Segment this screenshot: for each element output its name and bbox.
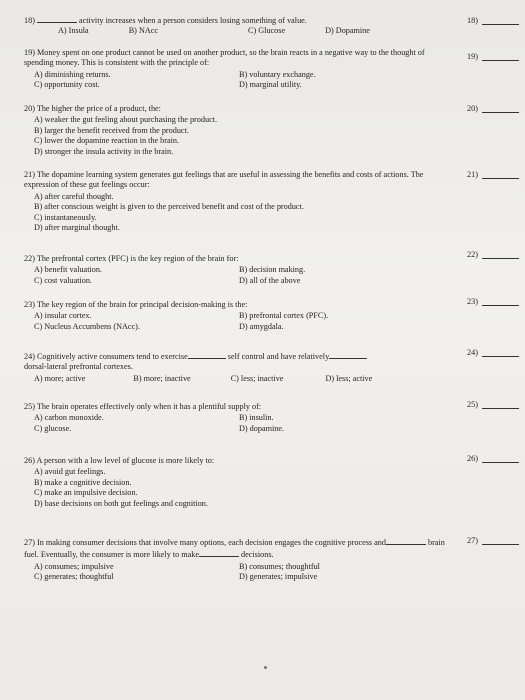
answer-blank-23[interactable]: [467, 297, 519, 306]
option-c: C) glucose.: [34, 423, 72, 433]
question-stem: [24, 48, 449, 69]
options-list: [24, 115, 449, 157]
options-grid: [24, 70, 449, 91]
option-a: A) avoid gut feelings.: [34, 467, 106, 477]
option-b: B) after conscious weight is given to the perceived benefit and cost of the product.: [34, 202, 304, 212]
option-d: D) stronger the insula activity in the brain.: [34, 146, 174, 156]
answer-line[interactable]: [482, 536, 519, 545]
question-number: 26): [24, 456, 35, 465]
question-stem: [24, 536, 454, 561]
answer-blank-27[interactable]: [467, 536, 519, 545]
answer-blank-25[interactable]: [467, 400, 519, 409]
answer-number: 19): [467, 52, 478, 61]
question-number: 22): [24, 254, 35, 263]
question-25: [24, 402, 449, 434]
options-grid: [24, 265, 449, 286]
fill-in-blank[interactable]: [37, 14, 77, 23]
option-c: C) Nucleus Accumbens (NAcc).: [34, 321, 140, 331]
options-grid: [24, 562, 454, 583]
options-list: [24, 467, 449, 509]
question-number: 19): [24, 48, 35, 57]
answer-number: 18): [467, 16, 478, 25]
answer-line[interactable]: [482, 250, 519, 259]
option-b: B) prefrontal cortex (PFC).: [239, 311, 329, 321]
option-b: B) more; inactive: [133, 373, 191, 383]
option-a: A) more; active: [34, 373, 86, 383]
answer-line[interactable]: [482, 348, 519, 357]
stem-text-part2: brain fuel. Eventually, the consumer is more likely to make: [24, 538, 445, 560]
stem-text-part1: In making consumer decisions that involve many options, each decision engages the cognitive process and: [36, 538, 386, 547]
stem-text: activity increases when a person considers losing something of value.: [79, 16, 307, 25]
option-b: B) voluntary exchange.: [239, 69, 316, 79]
answer-number: 27): [467, 536, 478, 545]
question-number: 21): [24, 170, 35, 179]
option-c: C) cost valuation.: [34, 275, 92, 285]
option-a: A) consumes; impulsive: [34, 561, 114, 571]
answer-number: 20): [467, 104, 478, 113]
answer-blank-22[interactable]: [467, 250, 519, 259]
option-b: B) make a cognitive decision.: [34, 477, 132, 487]
option-c: C) make an impulsive decision.: [34, 488, 138, 498]
page-mark: [264, 666, 267, 669]
option-d: D) after marginal thought.: [34, 223, 120, 233]
stem-text: The dopamine learning system generates gut feelings that are useful in assessing the benefits and costs of actions. The expression of these gut feelings occur:: [24, 170, 424, 190]
option-c: C) generates; thoughtful: [34, 572, 114, 582]
option-a: A) after careful thought.: [34, 191, 114, 201]
option-d: D) generates; impulsive: [239, 572, 318, 582]
question-21: [24, 170, 449, 233]
option-b: B) larger the benefit received from the product.: [34, 125, 189, 135]
stem-text-part1: Cognitively active consumers tend to exercise: [36, 352, 188, 361]
answer-number: 24): [467, 348, 478, 357]
option-d: D) Dopamine: [325, 26, 370, 36]
options-grid: [24, 311, 449, 332]
answer-line[interactable]: [482, 104, 519, 113]
fill-in-blank[interactable]: [329, 350, 367, 359]
option-a: A) weaker the gut feeling about purchasing the product.: [34, 115, 218, 125]
option-c: C) less; inactive: [230, 373, 284, 383]
question-stem: [24, 254, 449, 264]
option-b: B) insulin.: [239, 413, 274, 423]
fill-in-blank[interactable]: [386, 536, 426, 545]
question-23: [24, 300, 449, 332]
answer-line[interactable]: [482, 400, 519, 409]
question-stem: [24, 104, 449, 114]
question-22: [24, 254, 449, 286]
stem-text: The key region of the brain for principal decision-making is the:: [36, 300, 248, 309]
answer-blank-21[interactable]: [467, 170, 519, 179]
option-d: D) less; active: [325, 373, 373, 383]
option-c: C) Glucose: [248, 26, 286, 36]
question-24: [24, 350, 454, 384]
question-stem: [24, 456, 449, 466]
question-number: 27): [24, 538, 35, 547]
answer-number: 21): [467, 170, 478, 179]
answer-blank-26[interactable]: [467, 454, 519, 463]
answer-line[interactable]: [482, 16, 519, 25]
option-d: D) amygdala.: [239, 321, 284, 331]
answer-blank-19[interactable]: [467, 52, 519, 61]
answer-line[interactable]: [482, 454, 519, 463]
option-a: A) carbon monoxide.: [34, 413, 104, 423]
fill-in-blank[interactable]: [188, 350, 226, 359]
option-a: A) benefit valuation.: [34, 265, 102, 275]
stem-text: Money spent on one product cannot be used on another product, so the brain reacts in a negative way to the thought of spending money. This is consistent with the principle of:: [24, 48, 425, 68]
question-19: [24, 48, 449, 91]
option-a: A) Insula: [58, 26, 89, 36]
question-26: [24, 456, 449, 509]
option-c: C) opportunity cost.: [34, 80, 100, 90]
options-row: [24, 374, 454, 384]
answer-number: 26): [467, 454, 478, 463]
answer-line[interactable]: [482, 52, 519, 61]
answer-blank-24[interactable]: [467, 348, 519, 357]
answer-number: 22): [467, 250, 478, 259]
options-row: [24, 26, 449, 36]
option-b: B) consumes; thoughtful: [239, 561, 320, 571]
answer-line[interactable]: [482, 297, 519, 306]
answer-number: 23): [467, 297, 478, 306]
option-c: C) instantaneously.: [34, 212, 97, 222]
answer-blank-18[interactable]: [467, 16, 519, 25]
stem-text: The prefrontal cortex (PFC) is the key region of the brain for:: [36, 254, 239, 263]
question-stem: [24, 300, 449, 310]
option-a: A) diminishing returns.: [34, 69, 111, 79]
answer-line[interactable]: [482, 170, 519, 179]
question-number: 24): [24, 352, 35, 361]
stem-text-part3: dorsal-lateral prefrontal cortexes.: [24, 362, 133, 372]
stem-text-part3: decisions.: [241, 550, 274, 560]
question-20: [24, 104, 449, 157]
option-b: B) decision making.: [239, 265, 306, 275]
stem-text: A person with a low level of glucose is more likely to:: [36, 456, 215, 465]
question-stem: [24, 14, 449, 26]
option-d: D) all of the above: [239, 275, 301, 285]
options-grid: [24, 413, 449, 434]
stem-text-part2: self control and have relatively: [227, 352, 330, 361]
stem-text: The higher the price of a product, the:: [36, 104, 161, 113]
options-list: [24, 192, 449, 234]
option-d: D) dopamine.: [239, 423, 285, 433]
option-a: A) insular cortex.: [34, 311, 92, 321]
question-stem: [24, 170, 449, 191]
question-18: [24, 14, 449, 37]
answer-blank-20[interactable]: [467, 104, 519, 113]
stem-text: The brain operates effectively only when it has a plentiful supply of:: [36, 402, 262, 411]
question-number: 20): [24, 104, 35, 113]
question-stem: [24, 350, 454, 373]
option-c: C) lower the dopamine reaction in the brain.: [34, 136, 180, 146]
question-number: 23): [24, 300, 35, 309]
option-d: D) base decisions on both gut feelings and cognition.: [34, 498, 208, 508]
fill-in-blank[interactable]: [199, 548, 239, 557]
option-d: D) marginal utility.: [239, 80, 302, 90]
question-stem: [24, 402, 449, 412]
answer-number: 25): [467, 400, 478, 409]
question-number: 18): [24, 16, 35, 25]
question-number: 25): [24, 402, 35, 411]
option-b: B) NAcc: [128, 26, 159, 36]
question-27: [24, 536, 454, 583]
